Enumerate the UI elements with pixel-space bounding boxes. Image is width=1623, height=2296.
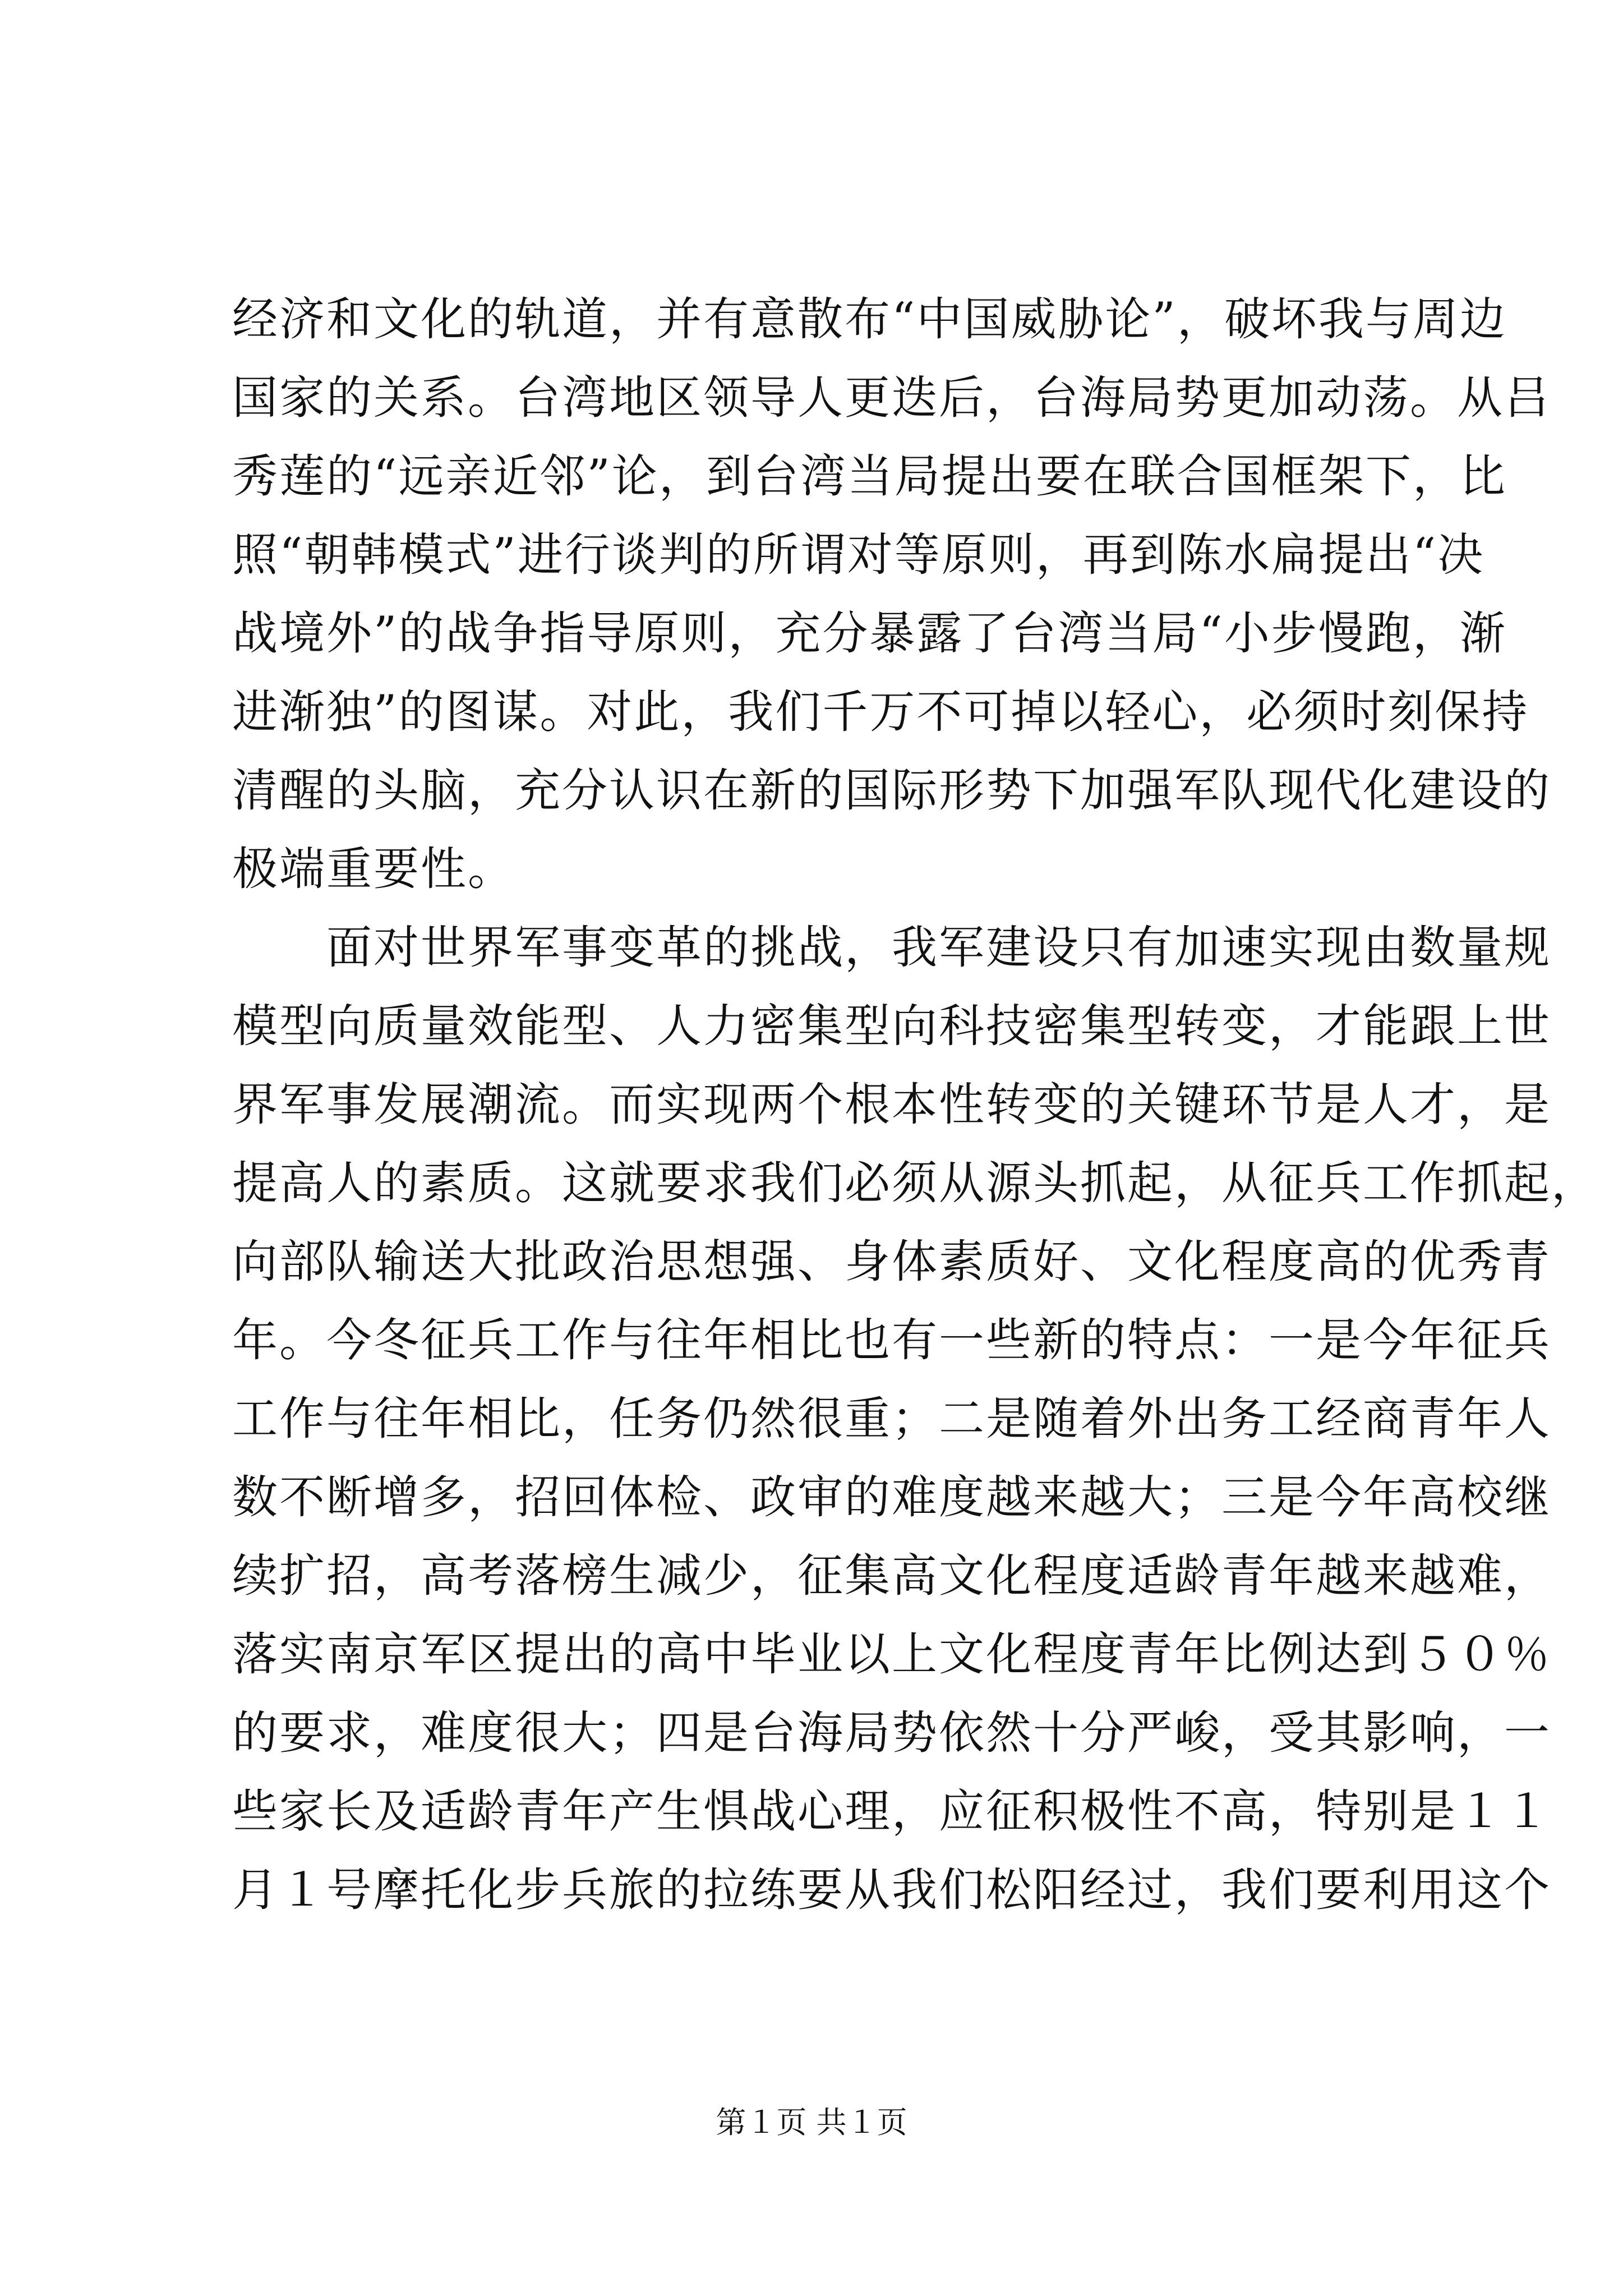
page-number-footer: 第１页 共１页 <box>716 2105 907 2140</box>
text-line: 工作与往年相比，任务仍然很重；二是随着外出务工经商青年人 <box>232 1393 1552 1446</box>
text-line: 落实南京军区提出的高中毕业以上文化程度青年比例达到５０％ <box>232 1628 1552 1681</box>
text-line: 月１号摩托化步兵旅的拉练要从我们松阳经过，我们要利用这个 <box>232 1864 1552 1917</box>
text-line: 些家长及适龄青年产生惧战心理，应征积极性不高，特别是１１ <box>232 1786 1552 1838</box>
paragraph-first-line: 面对世界军事变革的挑战，我军建设只有加速实现由数量规 <box>326 922 1552 974</box>
text-line: 极端重要性。 <box>232 843 515 896</box>
text-line: 提高人的素质。这就要求我们必须从源头抓起，从征兵工作抓起， <box>232 1157 1599 1210</box>
text-line: 续扩招，高考落榜生减少，征集高文化程度适龄青年越来越难， <box>232 1550 1552 1603</box>
text-line: 数不断增多，招回体检、政审的难度越来越大；三是今年高校继 <box>232 1471 1552 1524</box>
text-line: 进渐独”的图谋。对此，我们千万不可掉以轻心，必须时刻保持 <box>232 686 1529 739</box>
text-line: 经济和文化的轨道，并有意散布“中国威胁论”，破坏我与周边 <box>232 293 1507 346</box>
text-line: 战境外”的战争指导原则，充分暴露了台湾当局“小步慢跑，渐 <box>232 608 1507 660</box>
text-line: 向部队输送大批政治思想强、身体素质好、文化程度高的优秀青 <box>232 1236 1552 1289</box>
text-line: 的要求，难度很大；四是台海局势依然十分严峻，受其影响，一 <box>232 1707 1552 1760</box>
text-line: 清醒的头脑，充分认识在新的国际形势下加强军队现代化建设的 <box>232 765 1552 817</box>
text-line: 界军事发展潮流。而实现两个根本性转变的关键环节是人才，是 <box>232 1079 1552 1131</box>
text-line: 年。今冬征兵工作与往年相比也有一些新的特点：一是今年征兵 <box>232 1314 1552 1367</box>
text-line: 模型向质量效能型、人力密集型向科技密集型转变，才能跟上世 <box>232 1000 1552 1053</box>
text-line: 秀莲的“远亲近邻”论，到台湾当局提出要在联合国框架下，比 <box>232 450 1507 503</box>
text-line: 国家的关系。台湾地区领导人更迭后，台海局势更加动荡。从吕 <box>232 372 1552 425</box>
text-line: 照“朝韩模式”进行谈判的所谓对等原则，再到陈水扁提出“决 <box>232 529 1485 582</box>
